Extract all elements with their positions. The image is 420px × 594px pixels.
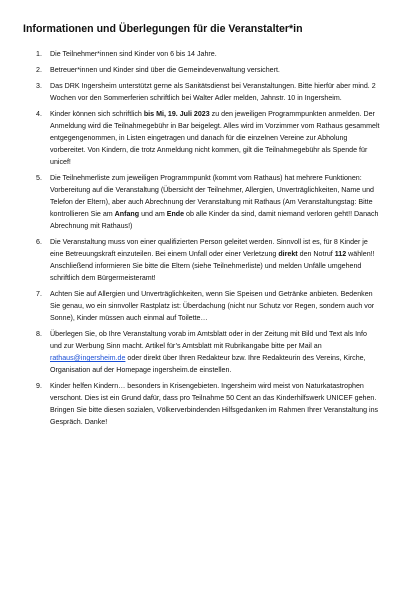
emphasized-text: Anfang bbox=[114, 210, 140, 218]
list-item-number: 7. bbox=[36, 290, 42, 298]
text-segment: zu den jeweiligen Programmpunkten anmelden. Der Anmeldung wird die Teilnahmegebühr in Bar beigelegt. Alles wird im Vorzimmer vom Rathaus gesammelt entgegengenommen, in Listen eingetragen und danach für die einzelnen Vereine zur Abholung vorbereitet. Von Kindern, die trotz Anmeldung nicht kommen, gilt die Teilnahmegebühr als Spende für unicef! bbox=[50, 110, 380, 166]
list-item-text bbox=[50, 380, 380, 428]
text-segment: Die Veranstaltung muss von einer qualifizierten Person geleitet werden. Sinnvoll ist es, für 8 Kinder je eine Betreuungskraft einzuteilen. Bei einem Unfall oder einer Verletzung bbox=[50, 238, 368, 258]
text-segment: Die Teilnehmerliste zum jeweiligen Programmpunkt (kommt vom Rathaus) hat mehrere Funktionen: Vorbereitung auf die Veranstaltung (Übersicht der Teilnehmer, Allergien, Unverträglichkeiten, Name und Telefon der Eltern), aber auch Abrechnung der Veranstaltung mit Rathaus (Am Veranstaltungstag: Bitte kontrollieren Sie am bbox=[50, 174, 374, 218]
text-segment: den Notruf bbox=[297, 250, 335, 258]
list-item-text bbox=[50, 172, 380, 232]
list-item bbox=[23, 48, 380, 60]
list-item bbox=[23, 80, 380, 104]
list-item-number: 3. bbox=[36, 82, 42, 90]
emphasized-text: bis Mi, 19. Juli 2023 bbox=[143, 110, 210, 118]
text-segment: wählen!! Anschließend informieren Sie bitte die Eltern (siehe Teilnehmerliste) und melden Unfälle umgehend schriftlich dem Bürgermeisteramt! bbox=[50, 250, 375, 282]
list-item-number: 8. bbox=[36, 330, 42, 338]
text-segment: Kinder können sich schriftlich bbox=[50, 110, 144, 118]
text-segment: ob alle Kinder da sind, damit niemand verloren geht!! Danach Abrechnung mit Rathaus!) bbox=[50, 210, 379, 230]
list-item-text bbox=[50, 48, 380, 60]
emphasized-text: Ende bbox=[166, 210, 185, 218]
list-item-number: 4. bbox=[36, 110, 42, 118]
list-item-text bbox=[50, 108, 380, 168]
text-segment: und am bbox=[139, 210, 167, 218]
numbered-list bbox=[23, 48, 380, 428]
text-segment: Achten Sie auf Allergien und Unverträglichkeiten, wenn Sie Speisen und Getränke anbieten. Bedenken Sie genau, wo ein sinnvoller Rastplatz ist: Überdachung (nicht nur Schutz vor Regen, sondern auch vor Sonne), Kinder müssen auch einmal auf Toilette… bbox=[50, 290, 375, 322]
text-segment: Kinder helfen Kindern… besonders in Krisengebieten. Ingersheim wird meist von Naturkatastrophen verschont. Dies ist ein Grund dafür, dass pro Teilnahme 50 Cent an das Kinderhilfswerk UNICEF gehen. Bringen Sie bitte diesen sozialen, Völkerverbindenden Hilfsgedanken im Rahmen Ihrer Veranstaltung ins Gespräch. Danke! bbox=[50, 382, 379, 426]
document-title: Informationen und Überlegungen für die Veranstalter*in bbox=[23, 23, 303, 35]
email-link[interactable]: rathaus@ingersheim.de bbox=[50, 354, 126, 362]
list-item-text bbox=[50, 80, 380, 104]
list-item-text bbox=[50, 64, 380, 76]
text-segment: Das DRK Ingersheim unterstützt gerne als Sanitätsdienst bei Veranstaltungen. Bitte hierfür aber mind. 2 Wochen vor den Sommerferien schriftlich bei Walter Adler melden, Jahnstr. 10 in Ingersheim. bbox=[50, 82, 376, 102]
list-item-number: 1. bbox=[36, 50, 42, 58]
list-item-number: 5. bbox=[36, 174, 42, 182]
list-item-text bbox=[50, 236, 380, 284]
list-item-number: 6. bbox=[36, 238, 42, 246]
text-segment: Die Teilnehmer*innen sind Kinder von 6 bis 14 Jahre. bbox=[50, 50, 217, 58]
emphasized-text: direkt bbox=[278, 250, 298, 258]
list-item bbox=[23, 108, 380, 168]
list-item bbox=[23, 172, 380, 232]
text-segment: Überlegen Sie, ob Ihre Veranstaltung vorab im Amtsblatt oder in der Zeitung mit Bild und Text als Info und zur Werbung Sinn macht. Artikel für’s Amtsblatt mit Rubrikangabe bitte per Mail an bbox=[50, 330, 367, 350]
list-item-text bbox=[50, 288, 380, 324]
list-item bbox=[23, 328, 380, 376]
text-segment: Betreuer*innen und Kinder sind über die Gemeindeverwaltung versichert. bbox=[50, 66, 280, 74]
list-item bbox=[23, 288, 380, 324]
list-item-text bbox=[50, 328, 380, 376]
text-segment: oder direkt über Ihren Redakteur bzw. Ihre Redakteurin des Vereins, Kirche, Organisation auf der Homepage ingersheim.de einstellen. bbox=[50, 354, 366, 374]
list-item-number: 9. bbox=[36, 382, 42, 390]
list-item-number: 2. bbox=[36, 66, 42, 74]
list-item bbox=[23, 64, 380, 76]
list-item bbox=[23, 380, 380, 428]
emphasized-text: 112 bbox=[334, 250, 347, 258]
list-item bbox=[23, 236, 380, 284]
